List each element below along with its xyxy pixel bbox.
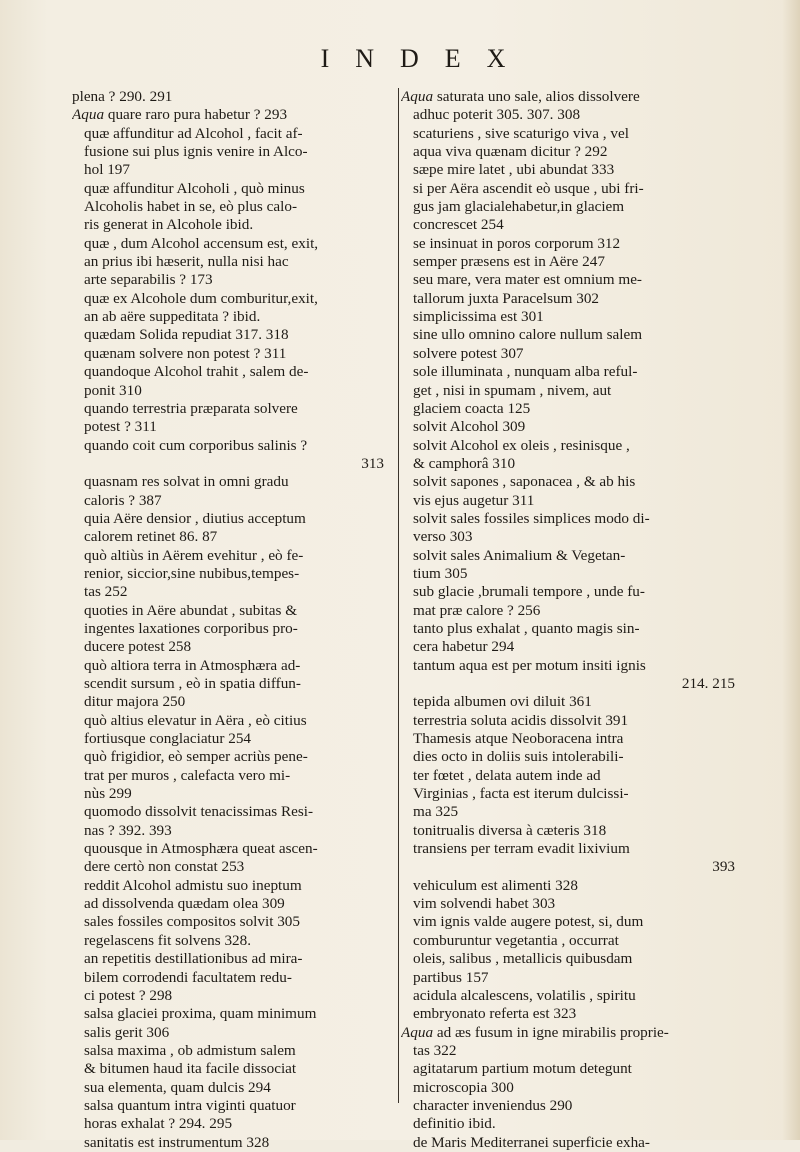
index-entry-line: oleis, salibus , metallicis quibusdam	[413, 950, 633, 968]
index-entry-line: comburuntur vegetantia , occurrat	[413, 931, 619, 949]
index-entry-line: horas exhalat ? 294. 295	[84, 1115, 233, 1133]
index-entry-line: sine ullo omnino calore nullum salem	[413, 326, 643, 344]
index-entry-line: solvit Alcohol 309	[413, 418, 526, 436]
index-entry-line: character inveniendus 290	[413, 1096, 573, 1114]
index-entry-line: an repetitis destillationibus ad mira-	[84, 950, 303, 968]
index-entry-line: an ab aëre suppeditata ? ibid.	[84, 308, 261, 326]
index-entry-line: quò altiora terra in Atmosphæra ad-	[84, 656, 301, 674]
index-entry-line: sub glacie ,brumali tempore , unde fu-	[413, 583, 645, 601]
index-entry-line: solvit Alcohol ex oleis , resinisque ,	[413, 436, 630, 454]
index-entry-line: transiens per terram evadit lixivium	[413, 840, 630, 858]
index-entry-line: sole illuminata , nunquam alba reful-	[413, 363, 638, 381]
index-entry-line: adhuc poterit 305. 307. 308	[413, 106, 581, 124]
index-entry-line: vis ejus augetur 311	[413, 491, 535, 509]
index-entry-line: tantum aqua est per motum insiti ignis	[413, 656, 646, 674]
index-entry-line: quænam solvere non potest ? 311	[84, 344, 287, 362]
index-headword-line: Aqua quare raro pura habetur ? 293	[72, 106, 288, 124]
index-entry-line: quæ affunditur Alcoholi , quò minus	[84, 179, 305, 197]
index-entry-line: renior, siccior,sine nubibus,tempes-	[84, 564, 300, 582]
index-entry-line: potest ? 311	[84, 418, 157, 436]
index-entry-line: scaturiens , sive scaturigo viva , vel	[413, 124, 629, 142]
index-entry-line: tas 252	[84, 583, 128, 601]
index-entry-line: quædam Solida repudiat 317. 318	[84, 326, 289, 344]
index-entry-line: 214. 215	[681, 675, 735, 692]
index-entry-line: quando terrestria præparata solvere	[84, 399, 298, 417]
index-entry-line: Alcoholis habet in se, eò plus calo-	[84, 198, 297, 216]
index-headword-line: plena ? 290. 291	[72, 88, 173, 105]
index-entry-line: regelascens fit solvens 328.	[84, 931, 252, 949]
index-entry-line: quò altius elevatur in Aëra , eò citius	[84, 711, 307, 729]
index-entry-line: tonitrualis diversa à cæteris 318	[413, 821, 607, 839]
index-entry-line: trat per muros , calefacta vero mi-	[84, 766, 291, 784]
index-entry-line: nùs 299	[84, 785, 132, 803]
index-entry-line: fortiusque conglaciatur 254	[84, 730, 252, 748]
index-entry-line: si per Aëra ascendit eò usque , ubi fri-	[413, 179, 644, 197]
index-entry-line: quasnam res solvat in omni gradu	[84, 473, 289, 491]
page-edge-shadow	[782, 0, 800, 1140]
index-entry-line: solvit sapones , saponacea , & ab his	[413, 473, 636, 491]
index-entry-line: quò frigidior, eò semper acriùs pene-	[84, 748, 308, 766]
index-entry-line: ter fœtet , delata autem inde ad	[413, 766, 601, 784]
index-entry-line: quæ affunditur ad Alcohol , facit af-	[84, 124, 303, 142]
index-entry-line: bilem corrodendi facultatem redu-	[84, 968, 292, 986]
index-entry-line: tallorum juxta Paracelsum 302	[413, 289, 600, 307]
index-entry-line: microscopia 300	[413, 1078, 514, 1096]
index-entry-line: glaciem coacta 125	[413, 399, 531, 417]
page-header: INDEX	[320, 44, 532, 73]
index-entry-line: cera habetur 294	[413, 638, 515, 656]
index-entry-line: reddit Alcohol admistu suo ineptum	[84, 876, 302, 894]
index-entry-line: salsa maxima , ob admistum salem	[84, 1041, 296, 1059]
index-entry-line: quæ ex Alcohole dum comburitur,exit,	[84, 289, 318, 307]
index-entry-line: concrescet 254	[413, 216, 504, 234]
index-entry-line: quandoque Alcohol trahit , salem de-	[84, 363, 309, 381]
index-column-right	[401, 88, 741, 1152]
index-entry-line: ma 325	[413, 803, 459, 821]
index-column-left	[72, 88, 399, 1151]
index-entry-line: se insinuat in poros corporum 312	[413, 234, 621, 252]
index-entry-line: Virginias , facta est iterum dulcissi-	[413, 785, 629, 803]
index-entry-line: salsa quantum intra viginti quatuor	[84, 1096, 296, 1114]
index-headword-line: Aqua ad æs fusum in igne mirabilis proprie-	[401, 1023, 669, 1041]
index-entry-line: gus jam glacialehabetur,in glaciem	[413, 198, 625, 216]
index-entry-line: 313	[361, 454, 384, 472]
index-entry-line: tas 322	[413, 1041, 457, 1059]
index-entry-line: de Maris Mediterranei superficie exha-	[413, 1133, 650, 1151]
index-entry-line: solvit sales fossiles simplices modo di-	[413, 509, 650, 527]
index-entry-line: solvit sales Animalium & Vegetan-	[413, 546, 626, 564]
index-entry-line: definitio ibid.	[413, 1115, 496, 1133]
index-entry-line: tanto plus exhalat , quanto magis sin-	[413, 619, 640, 637]
index-entry-line: semper præsens est in Aëre 247	[413, 253, 605, 271]
index-entry-line: dere certò non constat 253	[84, 858, 245, 876]
index-entry-line: mat præ calore ? 256	[413, 601, 541, 619]
index-entry-line: sales fossiles compositos solvit 305	[84, 913, 300, 931]
index-entry-line: seu mare, vera mater est omnium me-	[413, 271, 642, 289]
index-entry-line: quomodo dissolvit tenacissimas Resi-	[84, 803, 314, 821]
index-entry-line: vehiculum est alimenti 328	[413, 876, 578, 894]
index-entry-line: verso 303	[413, 528, 473, 546]
index-entry-line: 393	[712, 858, 735, 876]
index-entry-line: embryonato referta est 323	[413, 1005, 577, 1023]
index-entry-line: quæ , dum Alcohol accensum est, exit,	[84, 234, 319, 252]
index-entry-line: quoties in Aëre abundat , subitas &	[84, 601, 298, 619]
index-entry-line: quando coit cum corporibus salinis ?	[84, 436, 308, 454]
index-entry-line: sua elementa, quam dulcis 294	[84, 1078, 271, 1096]
index-headword-line: Aqua saturata uno sale, alios dissolvere	[401, 88, 640, 105]
index-entry-line: salis gerit 306	[84, 1023, 170, 1041]
index-entry-line: quò altiùs in Aërem evehitur , eò fe-	[84, 546, 304, 564]
index-entry-line: solvere potest 307	[413, 344, 524, 362]
index-entry-line: & camphorâ 310	[413, 454, 516, 472]
index-entry-line: arte separabilis ? 173	[84, 271, 213, 289]
index-entry-line: salsa glaciei proxima, quam minimum	[84, 1005, 317, 1023]
index-entry-line: ad dissolvenda quædam olea 309	[84, 895, 285, 913]
index-entry-line: sæpe mire latet , ubi abundat 333	[413, 161, 615, 179]
index-entry-line: simplicissima est 301	[413, 308, 544, 326]
index-entry-line: ingentes laxationes corporibus pro-	[84, 619, 298, 637]
index-entry-line: vim ignis valde augere potest, si, dum	[413, 913, 644, 931]
index-entry-line: agitatarum partium motum detegunt	[413, 1060, 632, 1078]
index-entry-line: ducere potest 258	[84, 638, 192, 656]
index-entry-line: ponit 310	[84, 381, 142, 399]
index-entry-line: get , nisi in spumam , nivem, aut	[413, 381, 612, 399]
index-entry-line: aqua viva quænam dicitur ? 292	[413, 143, 608, 161]
index-entry-line: calorem retinet 86. 87	[84, 528, 218, 546]
index-entry-line: ris generat in Alcohole ibid.	[84, 216, 254, 234]
index-entry-line: ci potest ? 298	[84, 986, 173, 1004]
index-entry-line: caloris ? 387	[84, 491, 162, 509]
index-entry-line: acidula alcalescens, volatilis , spiritu	[413, 986, 636, 1004]
index-entry-line: partibus 157	[413, 968, 489, 986]
index-entry-line: an prius ibi hæserit, nulla nisi hac	[84, 253, 289, 271]
index-entry-line: quousque in Atmosphæra queat ascen-	[84, 840, 318, 858]
index-entry-line: scendit sursum , eò in spatia diffun-	[84, 675, 301, 692]
index-entry-line: dies octo in doliis suis intolerabili-	[413, 748, 624, 766]
index-entry-line: tium 305	[413, 564, 468, 582]
index-entry-line: ditur majora 250	[84, 693, 186, 711]
index-entry-line: fusione sui plus ignis venire in Alco-	[84, 143, 308, 161]
index-entry-line: quia Aëre densior , diutius acceptum	[84, 509, 306, 527]
index-entry-line: sanitatis est instrumentum 328	[84, 1133, 270, 1151]
index-entry-line: Thamesis atque Neoboracena intra	[413, 730, 624, 748]
index-entry-line: hol 197	[84, 161, 130, 179]
index-entry-line: terrestria soluta acidis dissolvit 391	[413, 711, 629, 729]
index-entry-line: tepida albumen ovi diluit 361	[413, 693, 592, 711]
index-entry-line: vim solvendi habet 303	[413, 895, 556, 913]
index-entry-line: nas ? 392. 393	[84, 821, 172, 839]
index-entry-line: & bitumen haud ita facile dissociat	[84, 1060, 297, 1078]
